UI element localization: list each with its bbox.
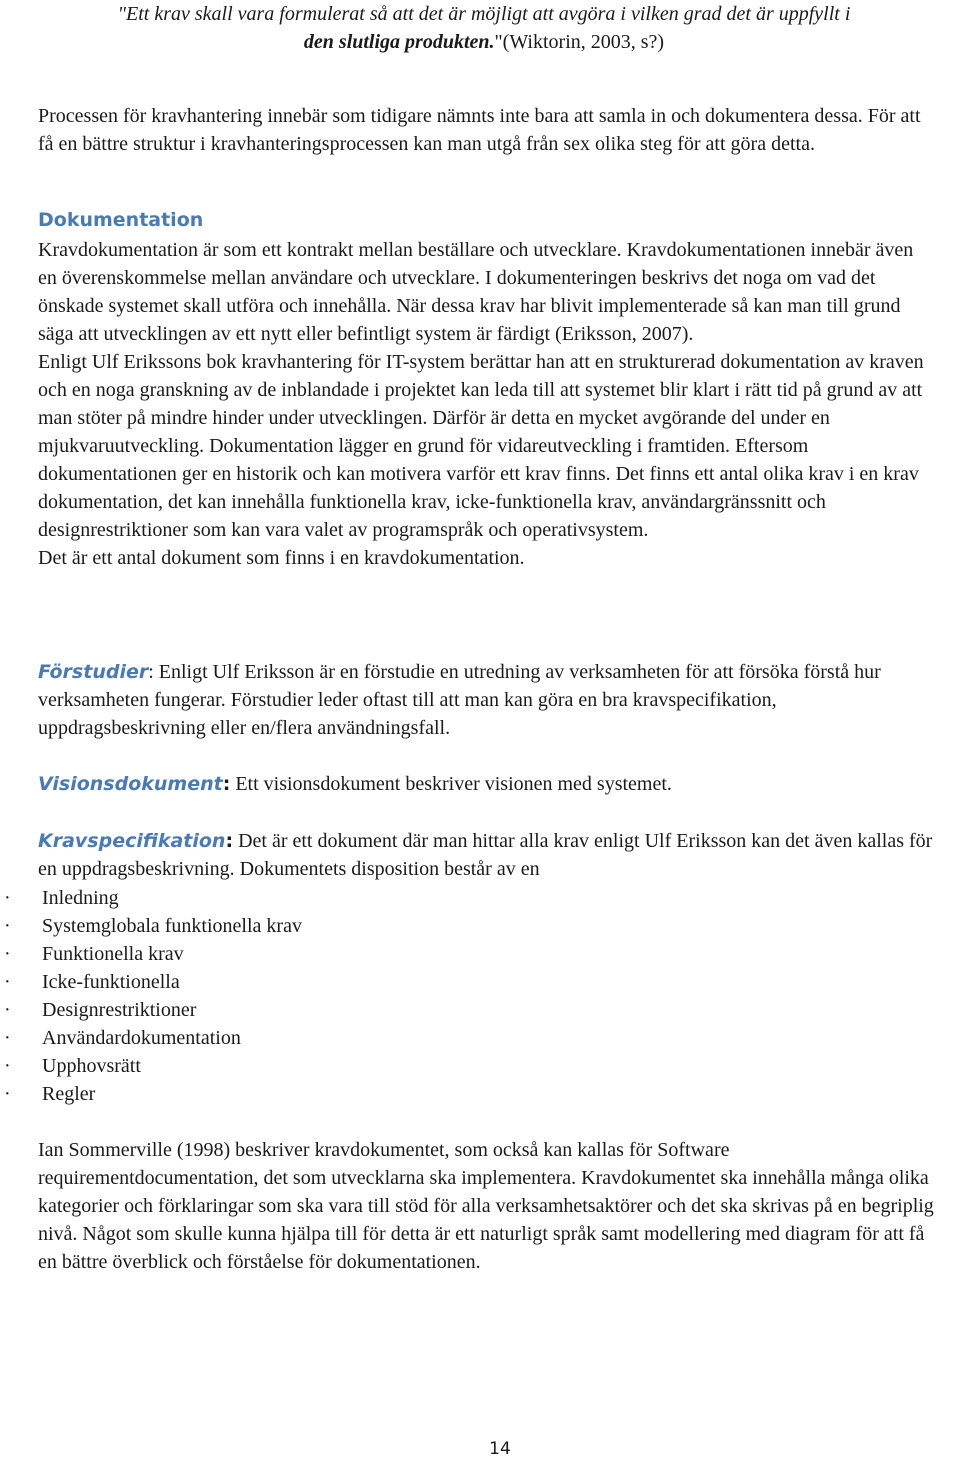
quote-line-1: "Ett krav skall vara formulerat så att det är möjligt att avgöra i vilken grad det är uppfyllt i (117, 3, 851, 25)
list-item (0, 1052, 302, 1080)
list-item-text: Icke-funktionella (42, 971, 180, 993)
kravspecifikation-paragraph (38, 827, 934, 883)
list-item-text: Upphovsrätt (42, 1055, 141, 1077)
citation-quote (40, 0, 928, 56)
list-item (0, 912, 302, 940)
documentation-paragraph-1: Kravdokumentation är som ett kontrakt mellan beställare och utvecklare. Kravdokumentationen innebär även en överenskommelse mellan användare och utvecklare. I dokumenteringen beskrivs det noga om vad det önskade systemet skall utföra och innehålla. När dessa krav har blivit implementerade så kan man till grund säga att utvecklingen av ett nytt eller befintligt system är färdigt (Eriksson, 2007). (38, 239, 914, 345)
list-item-text: Regler (42, 1083, 96, 1105)
bullet-icon: · (4, 1055, 11, 1077)
documentation-paragraph-2: Enligt Ulf Erikssons bok kravhantering för IT-system berättar han att en strukturerad dokumentation av kraven och en noga granskning av de inblandade i projektet kan leda till att systemet blir klart i rätt tid på grund av att man stöter på mindre hinder under utvecklingen. Därför är detta en mycket avgörande del under en mjukvaruutveckling. Dokumentation lägger en grund för vidareutveckling i framtiden. Eftersom dokumentationen ger en historik och kan motivera varför ett krav finns. Det finns ett antal olika krav i en krav dokumentation, det kan innehålla funktionella krav, icke-funktionella krav, användargränssnitt och designrestriktioner som kan vara valet av programspråk och operativsystem. (38, 351, 924, 541)
page-number: 14 (489, 1439, 511, 1459)
kravspecifikation-colon: : (225, 830, 234, 852)
kravspecifikation-text: Det är ett dokument där man hittar alla krav enligt Ulf Eriksson kan det även kallas för en uppdragsbeskrivning. Dokumentets disposition består av en (38, 830, 933, 880)
forstudier-paragraph (38, 658, 934, 742)
visionsdokument-paragraph (38, 770, 934, 798)
list-item (0, 968, 302, 996)
list-item-text: Designrestriktioner (42, 999, 197, 1021)
list-item-text: Systemglobala funktionella krav (42, 915, 302, 937)
quote-reference: "(Wiktorin, 2003, s?) (494, 31, 665, 53)
forstudier-colon: : (148, 661, 154, 683)
bullet-icon: · (4, 887, 11, 909)
visionsdokument-colon: : (222, 773, 231, 795)
list-item (0, 884, 302, 912)
intro-paragraph (38, 102, 934, 158)
list-item (0, 940, 302, 968)
forstudier-text: Enligt Ulf Eriksson är en förstudie en utredning av verksamheten för att försöka förstå hur verksamheten fungerar. Förstudier leder oftast till att man kan göra en bra kravspecifikation, uppdragsbeskrivning eller en/flera användningsfall. (38, 661, 881, 739)
bullet-icon: · (4, 1083, 11, 1105)
list-item-text: Funktionella krav (42, 943, 184, 965)
list-item (0, 1080, 302, 1108)
bullet-icon: · (4, 999, 11, 1021)
documentation-paragraph-3: Det är ett antal dokument som finns i en kravdokumentation. (38, 547, 525, 569)
visionsdokument-term: Visionsdokument (38, 773, 223, 795)
bullet-icon: · (4, 1027, 11, 1049)
quote-line-2-main: den slutliga produkten. (303, 31, 495, 53)
documentation-body (38, 236, 934, 572)
intro-text: Processen för kravhantering innebär som tidigare nämnts inte bara att samla in och dokumentera dessa. För att få en bättre struktur i kravhanteringsprocessen kan man utgå från sex olika steg för att göra detta. (38, 105, 921, 155)
forstudier-term: Förstudier (38, 661, 149, 683)
section-heading: Dokumentation (38, 209, 204, 231)
bullet-icon: · (4, 915, 11, 937)
list-item (0, 996, 302, 1024)
sommerville-paragraph (38, 1136, 934, 1276)
sommerville-text: Ian Sommerville (1998) beskriver kravdokumentet, som också kan kallas för Software requirementdocumentation, det som utvecklarna ska implementera. Kravdokumentet ska innehålla många olika kategorier och förklaringar som ska vara till stöd för alla verksamhetsaktörer och det ska skrivas på en begriplig nivå. Något som skulle kunna hjälpa till för detta är ett naturligt språk samt modellering med diagram för att få en bättre överblick och förståelse för dokumentationen. (38, 1139, 934, 1273)
list-item (0, 1024, 302, 1052)
visionsdokument-text: Ett visionsdokument beskriver visionen med systemet. (230, 773, 672, 795)
bullet-icon: · (4, 971, 11, 993)
quote-line-2 (40, 28, 928, 56)
bullet-icon: · (4, 943, 11, 965)
list-item-text: Inledning (42, 887, 119, 909)
kravspecifikation-term: Kravspecifikation (38, 830, 226, 852)
disposition-list (0, 884, 302, 1108)
list-item-text: Användardokumentation (42, 1027, 241, 1049)
